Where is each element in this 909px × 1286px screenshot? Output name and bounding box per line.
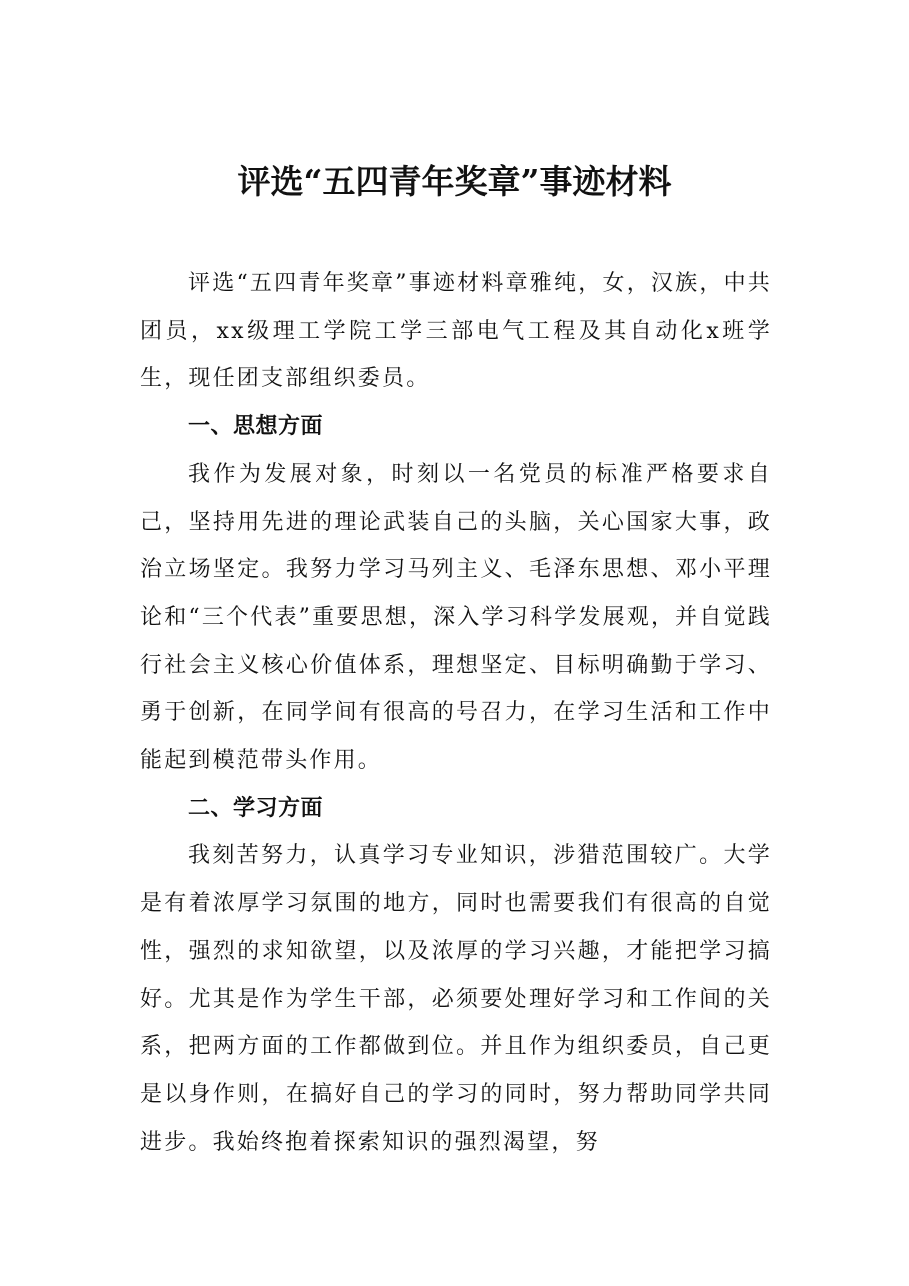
section-paragraph-thought: 我作为发展对象，时刻以一名党员的标准严格要求自己，坚持用先进的理论武装自己的头脑，关心国家大事，政治立场坚定。我努力学习马列主义、毛泽东思想、邓小平理论和“三个代表”重要思想，深入学习科学发展观，并自觉践行社会主义核心价值体系，理想坚定、目标明确勤于学习、勇于创新，在同学间有很高的号召力，在学习生活和工作中能起到模范带头作用。 (140, 461, 772, 774)
section-heading-study: 二、学习方面 (188, 795, 324, 821)
document-title: 评选“五四青年奖章”事迹材料 (237, 162, 672, 201)
section-paragraph-study: 我刻苦努力，认真学习专业知识，涉猎范围较广。大学是有着浓厚学习氛围的地方，同时也需要我们有很高的自觉性，强烈的求知欲望，以及浓厚的学习兴趣，才能把学习搞好。尤其是作为学生干部，必须要处理好学习和工作间的关系，把两方面的工作都做到位。并且作为组织委员，自己更是以身作则，在搞好自己的学习的同时，努力帮助同学共同进步。我始终抱着探索知识的强烈渴望，努 (140, 843, 772, 1155)
intro-paragraph: 评选“五四青年奖章”事迹材料章雅纯，女，汉族，中共团员，xx级理工学院工学三部电气工程及其自动化x班学生，现任团支部组织委员。 (140, 271, 772, 392)
document-body (140, 260, 772, 1166)
section-heading-thought: 一、思想方面 (188, 414, 324, 440)
